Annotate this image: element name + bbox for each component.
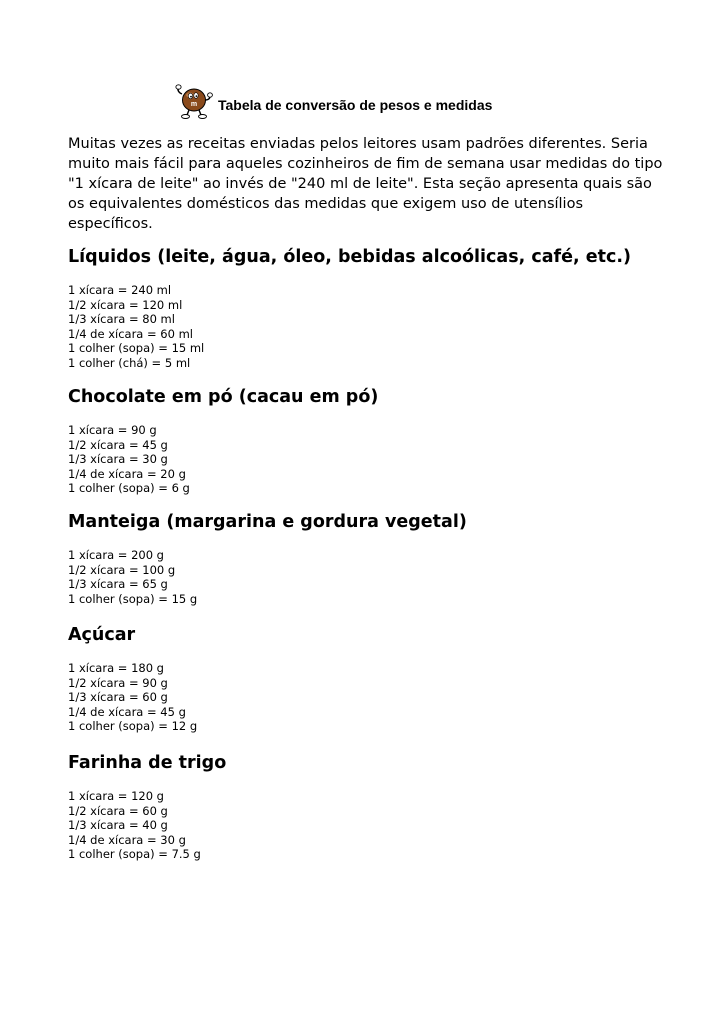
conversion-item: 1/4 de xícara = 45 g <box>68 704 186 719</box>
conversion-list <box>68 548 688 606</box>
conversion-item: 1 colher (sopa) = 7.5 g <box>68 847 201 862</box>
conversion-item: 1/2 xícara = 45 g <box>68 437 168 452</box>
conversion-item: 1 xícara = 200 g <box>68 548 164 562</box>
conversion-item: 1/3 xícara = 60 g <box>68 690 168 705</box>
conversion-item: 1/3 xícara = 65 g <box>68 577 168 592</box>
section-chocolate <box>68 385 688 496</box>
conversion-item: 1/4 de xícara = 30 g <box>68 832 186 847</box>
conversion-item: 1/2 xícara = 100 g <box>68 562 176 577</box>
conversion-item: 1 colher (sopa) = 15 ml <box>68 341 205 356</box>
conversion-item: 1/4 de xícara = 20 g <box>68 466 186 481</box>
mm-mascot-icon <box>174 84 214 120</box>
conversion-item: 1/2 xícara = 120 ml <box>68 297 183 312</box>
conversion-list <box>68 661 688 734</box>
section-acucar <box>68 623 688 734</box>
intro-paragraph: Muitas vezes as receitas enviadas pelos leitores usam padrões diferentes. Seria muito mais fácil para aqueles cozinheiros de fim de semana usar medidas do tipo "1 xícara de leite" ao invés de "240 ml de leite". Esta seção apresenta quais são os equivalentes domésticos das medidas que exigem uso de utensílios específicos. <box>68 136 663 232</box>
conversion-item: 1 colher (sopa) = 12 g <box>68 719 198 734</box>
section-manteiga <box>68 510 688 606</box>
section-farinha <box>68 751 688 862</box>
conversion-item: 1 colher (chá) = 5 ml <box>68 355 191 370</box>
section-heading: Açúcar <box>68 625 136 645</box>
conversion-item: 1/3 xícara = 30 g <box>68 452 168 467</box>
conversion-item: 1 xícara = 240 ml <box>68 283 172 297</box>
conversion-list <box>68 789 688 862</box>
conversion-item: 1/4 de xícara = 60 ml <box>68 326 193 341</box>
conversion-item: 1 xícara = 180 g <box>68 661 164 675</box>
conversion-item: 1/2 xícara = 90 g <box>68 675 168 690</box>
conversion-item: 1/2 xícara = 60 g <box>68 803 168 818</box>
conversion-item: 1/3 xícara = 80 ml <box>68 312 175 327</box>
conversion-item: 1 xícara = 120 g <box>68 789 164 803</box>
svg-text:m: m <box>190 101 198 108</box>
conversion-item: 1 colher (sopa) = 15 g <box>68 591 198 606</box>
conversion-item: 1 xícara = 90 g <box>68 423 157 437</box>
conversion-list <box>68 423 688 496</box>
document-title: Tabela de conversão de pesos e medidas <box>218 97 493 113</box>
section-heading: Manteiga (margarina e gordura vegetal) <box>68 512 467 532</box>
section-heading: Líquidos (leite, água, óleo, bebidas alcoólicas, café, etc.) <box>68 247 632 267</box>
section-heading: Chocolate em pó (cacau em pó) <box>68 387 379 407</box>
conversion-list <box>68 283 688 371</box>
section-liquidos <box>68 245 688 371</box>
conversion-item: 1 colher (sopa) = 6 g <box>68 481 190 496</box>
section-heading: Farinha de trigo <box>68 753 227 773</box>
conversion-item: 1/3 xícara = 40 g <box>68 818 168 833</box>
